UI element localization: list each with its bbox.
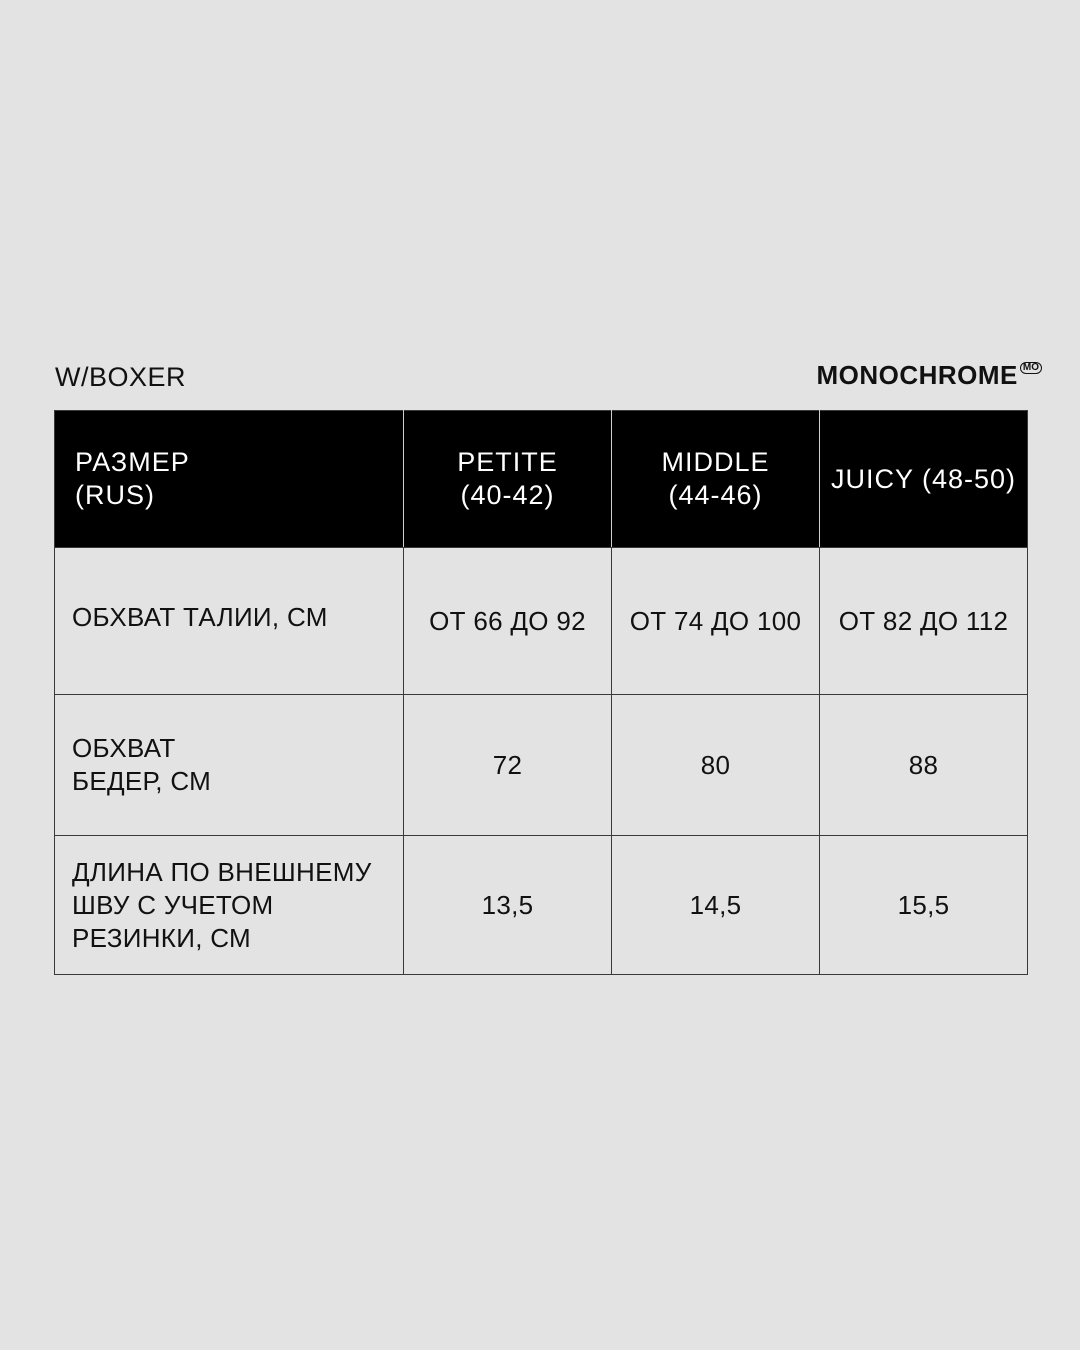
table-header-row — [55, 411, 1028, 548]
table-cell: 14,5 — [612, 836, 820, 975]
size-table — [54, 410, 1028, 975]
header-col-name: PETITE — [457, 447, 558, 477]
header-label-line: (RUS) — [75, 480, 155, 510]
header-col-name: JUICY — [830, 463, 914, 494]
brand-name: MONOCHROME — [816, 360, 1018, 390]
header-size-label — [55, 411, 404, 548]
row-label-line: ОБХВАТ — [72, 733, 176, 763]
header-label-line: РАЗМЕР — [75, 447, 190, 477]
header-col-juicy — [820, 411, 1028, 548]
table-cell: ОТ 74 ДО 100 — [612, 548, 820, 695]
header-col-range: (44-46) — [668, 480, 763, 510]
header-col-name: MIDDLE — [661, 447, 770, 477]
table-cell: 80 — [612, 695, 820, 836]
row-label-line: БЕДЕР, СМ — [72, 766, 212, 796]
row-label-line: РЕЗИНКИ, СМ — [72, 922, 252, 953]
brand-mark-icon: MO — [1020, 362, 1042, 374]
row-label — [55, 836, 404, 975]
row-label-line: ДЛИНА ПО ВНЕШНЕМУ — [72, 856, 372, 887]
table-row-waist — [55, 548, 1028, 695]
table-cell: 15,5 — [820, 836, 1028, 975]
header-col-range: (48-50) — [922, 463, 1017, 494]
row-label — [55, 695, 404, 836]
header-col-range: (40-42) — [460, 480, 555, 510]
table-cell: 72 — [404, 695, 612, 836]
row-label-line: ШВУ С УЧЕТОМ — [72, 889, 274, 920]
product-title: W/BOXER — [55, 362, 187, 392]
table-cell: 13,5 — [404, 836, 612, 975]
table-row-hips — [55, 695, 1028, 836]
table-cell: ОТ 66 ДО 92 — [404, 548, 612, 695]
table-row-length — [55, 836, 1028, 975]
table-cell: ОТ 82 ДО 112 — [820, 548, 1028, 695]
table-cell: 88 — [820, 695, 1028, 836]
header-col-petite — [404, 411, 612, 548]
header-col-middle — [612, 411, 820, 548]
row-label-line: ОБХВАТ ТАЛИИ, СМ — [72, 601, 328, 632]
brand-logo — [816, 360, 1042, 391]
row-label — [55, 548, 404, 695]
